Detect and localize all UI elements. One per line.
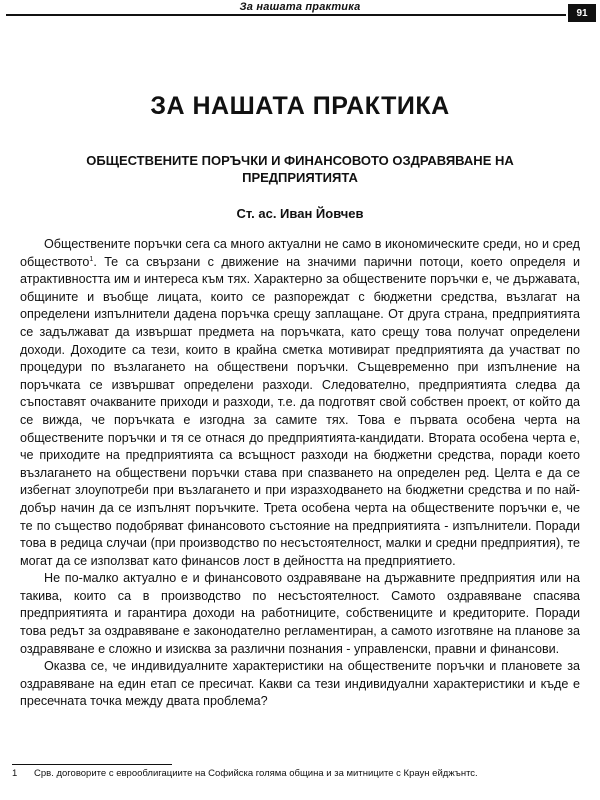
page-number: 91: [568, 4, 596, 22]
footnote-number: 1: [12, 768, 18, 779]
running-head-rule: [6, 14, 566, 16]
article-body: [20, 236, 580, 711]
paragraph-1: [20, 236, 580, 570]
running-head: [0, 0, 600, 26]
paragraph-1-rest: . Те са свързани с движение на значими парични потоци, което определя и атрактивността им и интереса към тях. Характерно за обществените поръчки е, че държавата, общините и въобще лицата, които се разпореждат с бюджетни средства, възлагат на определени изпълнители дадена поръчка срещу заплащане. От друга страна, предприятията се задължават да извършат предмета на поръчката, като срещу това получат определени доходи. Доходите са тези, които в крайна сметка мотивират предприятията да участват по процедури по възлагането на обществени поръчки. Същевременно при изпълнение на поръчката се извършват определени разходи. Следователно, предприятията следва да съпоставят очакваните приходи и разходи, т.е. да подготвят свой собствен проект, от който да се вижда, че поръчката е изгодна за самите тях. Това е първата особена черта на обществените поръчки и тя се отнася до предприятията-кандидати. Втората особена черта е, че приходите на предприятията са всъщност разходи на бюджетни средства, поради което възлагането на обществени поръчки става при спазването на определен ред. Целта е да се избегнат злоупотреби при възлагането и при изразходването на бюджетни средства и по най-добър начин да се изпълнят поръчките. Трета особена черта на обществените поръчки е, че те по същество подобряват финансовото състояние на предприятията - изпълнители. Поради това в редица случаи (при производство по несъстоятелност, малки и средни предприятия), те могат да се използват като финансов лост в дейността на предприятието.: [20, 254, 580, 568]
footnote-text: Срв. договорите с еврооблигациите на Софийска голяма община и за митниците с Краун ейджънтс.: [34, 768, 478, 779]
footnote-divider: [12, 764, 172, 765]
article-title: ОБЩЕСТВЕНИТЕ ПОРЪЧКИ И ФИНАНСОВОТО ОЗДРАВЯВАНЕ НА ПРЕДПРИЯТИЯТА: [86, 153, 514, 185]
footnote-reference[interactable]: 1: [89, 255, 94, 263]
paragraph-1-start: Обществените поръчки сега са много актуални не само в икономическите среди, но и сред обществото: [20, 237, 580, 269]
section-title: ЗА НАШАТА ПРАКТИКА: [150, 92, 450, 120]
paragraph-2: Не по-малко актуално е и финансовото оздравяване на държавните предприятия или на такива, които са в производство по несъстоятелност. Самото оздравяване спасява предприятията и гарантира доходи на работниците, собствениците и кредиторите. Поради това редът за оздравяване е законодателно регламентиран, а самото изготвяне на планове за оздравяване е сложно и изисква за различни познания - управленски, правни и финансови.: [20, 571, 580, 656]
paragraph-3: Оказва се, че индивидуалните характеристики на обществените поръчки и плановете за оздравяване на един етап се пресичат. Какви са тези индивидуални характеристики и къде е пресечната точка между двата проблема?: [20, 659, 580, 709]
footnote: [12, 768, 582, 780]
author-name: Ст. ас. Иван Йовчев: [236, 206, 364, 221]
running-head-title: За нашата практика: [239, 1, 361, 13]
